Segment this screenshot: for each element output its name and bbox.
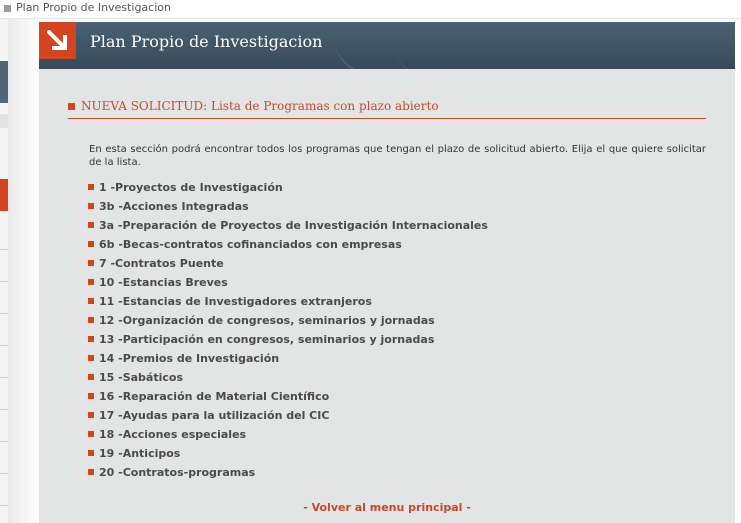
program-item[interactable] xyxy=(88,465,488,484)
edge-divider xyxy=(0,505,8,506)
edge-divider xyxy=(0,377,8,378)
program-item[interactable] xyxy=(88,294,488,313)
edge-divider xyxy=(0,249,8,250)
square-bullet-icon xyxy=(88,412,94,418)
program-link[interactable]: 6b -Becas-contratos cofinanciados con empresas xyxy=(99,238,402,251)
program-link[interactable]: 16 -Reparación de Material Científico xyxy=(99,390,330,403)
edge-divider xyxy=(0,281,8,282)
program-link[interactable]: 13 -Participación en congresos, seminarios y jornadas xyxy=(99,333,435,346)
program-item[interactable] xyxy=(88,427,488,446)
arrow-down-right-icon xyxy=(39,22,76,59)
program-link[interactable]: 7 -Contratos Puente xyxy=(99,257,224,270)
square-bullet-icon xyxy=(88,374,94,380)
edge-divider xyxy=(0,441,8,442)
program-link[interactable]: 19 -Anticipos xyxy=(99,447,181,460)
program-item[interactable] xyxy=(88,180,488,199)
program-item[interactable] xyxy=(88,313,488,332)
section-heading xyxy=(68,99,706,119)
edge-divider xyxy=(0,313,8,314)
window-title: Plan Propio de Investigacion xyxy=(16,1,171,14)
edge-block xyxy=(0,179,8,211)
edge-divider xyxy=(0,473,8,474)
edge-divider xyxy=(0,409,8,410)
back-to-main-menu-link[interactable]: - Volver al menu principal - xyxy=(303,501,471,514)
square-bullet-icon xyxy=(68,103,75,110)
page-header xyxy=(39,22,735,69)
program-link[interactable]: 15 -Sabáticos xyxy=(99,371,183,384)
program-link[interactable]: 3b -Acciones Integradas xyxy=(99,200,249,213)
page-title: Plan Propio de Investigacion xyxy=(90,32,323,51)
square-bullet-icon xyxy=(88,241,94,247)
program-link[interactable]: 10 -Estancias Breves xyxy=(99,276,228,289)
square-bullet-icon xyxy=(88,279,94,285)
square-bullet-icon xyxy=(88,298,94,304)
square-bullet-icon xyxy=(88,203,94,209)
program-link[interactable]: 3a -Preparación de Proyectos de Investigación Internacionales xyxy=(99,219,488,232)
program-item[interactable] xyxy=(88,408,488,427)
edge-block xyxy=(0,114,8,128)
square-bullet-icon xyxy=(88,184,94,190)
program-link[interactable]: 17 -Ayudas para la utilización del CIC xyxy=(99,409,330,422)
edge-divider xyxy=(0,345,8,346)
square-bullet-icon xyxy=(88,469,94,475)
page-icon xyxy=(4,5,11,12)
program-item[interactable] xyxy=(88,446,488,465)
program-link[interactable]: 18 -Acciones especiales xyxy=(99,428,247,441)
program-item[interactable] xyxy=(88,370,488,389)
program-link[interactable]: 1 -Proyectos de Investigación xyxy=(99,181,283,194)
frame-shadow xyxy=(8,19,39,523)
program-link[interactable]: 12 -Organización de congresos, seminarios y jornadas xyxy=(99,314,435,327)
square-bullet-icon xyxy=(88,450,94,456)
program-item[interactable] xyxy=(88,332,488,351)
program-item[interactable] xyxy=(88,199,488,218)
program-item[interactable] xyxy=(88,237,488,256)
square-bullet-icon xyxy=(88,260,94,266)
main-panel xyxy=(39,22,735,523)
square-bullet-icon xyxy=(88,393,94,399)
square-bullet-icon xyxy=(88,431,94,437)
program-link[interactable]: 11 -Estancias de Investigadores extranjeros xyxy=(99,295,372,308)
section-title: NUEVA SOLICITUD: Lista de Programas con plazo abierto xyxy=(81,99,439,113)
program-item[interactable] xyxy=(88,389,488,408)
program-item[interactable] xyxy=(88,351,488,370)
edge-block xyxy=(0,61,8,103)
program-item[interactable] xyxy=(88,218,488,237)
program-link[interactable]: 20 -Contratos-programas xyxy=(99,466,256,479)
header-decoration xyxy=(395,22,735,69)
program-item[interactable] xyxy=(88,275,488,294)
program-item[interactable] xyxy=(88,256,488,275)
window-title-bar xyxy=(0,0,741,19)
program-list xyxy=(88,180,488,484)
square-bullet-icon xyxy=(88,317,94,323)
square-bullet-icon xyxy=(88,355,94,361)
square-bullet-icon xyxy=(88,336,94,342)
square-bullet-icon xyxy=(88,222,94,228)
intro-text: En esta sección podrá encontrar todos los programas que tengan el plazo de solicitud abierto. Elija el que quiere solicitar de la lista. xyxy=(89,144,706,168)
program-link[interactable]: 14 -Premios de Investigación xyxy=(99,352,280,365)
